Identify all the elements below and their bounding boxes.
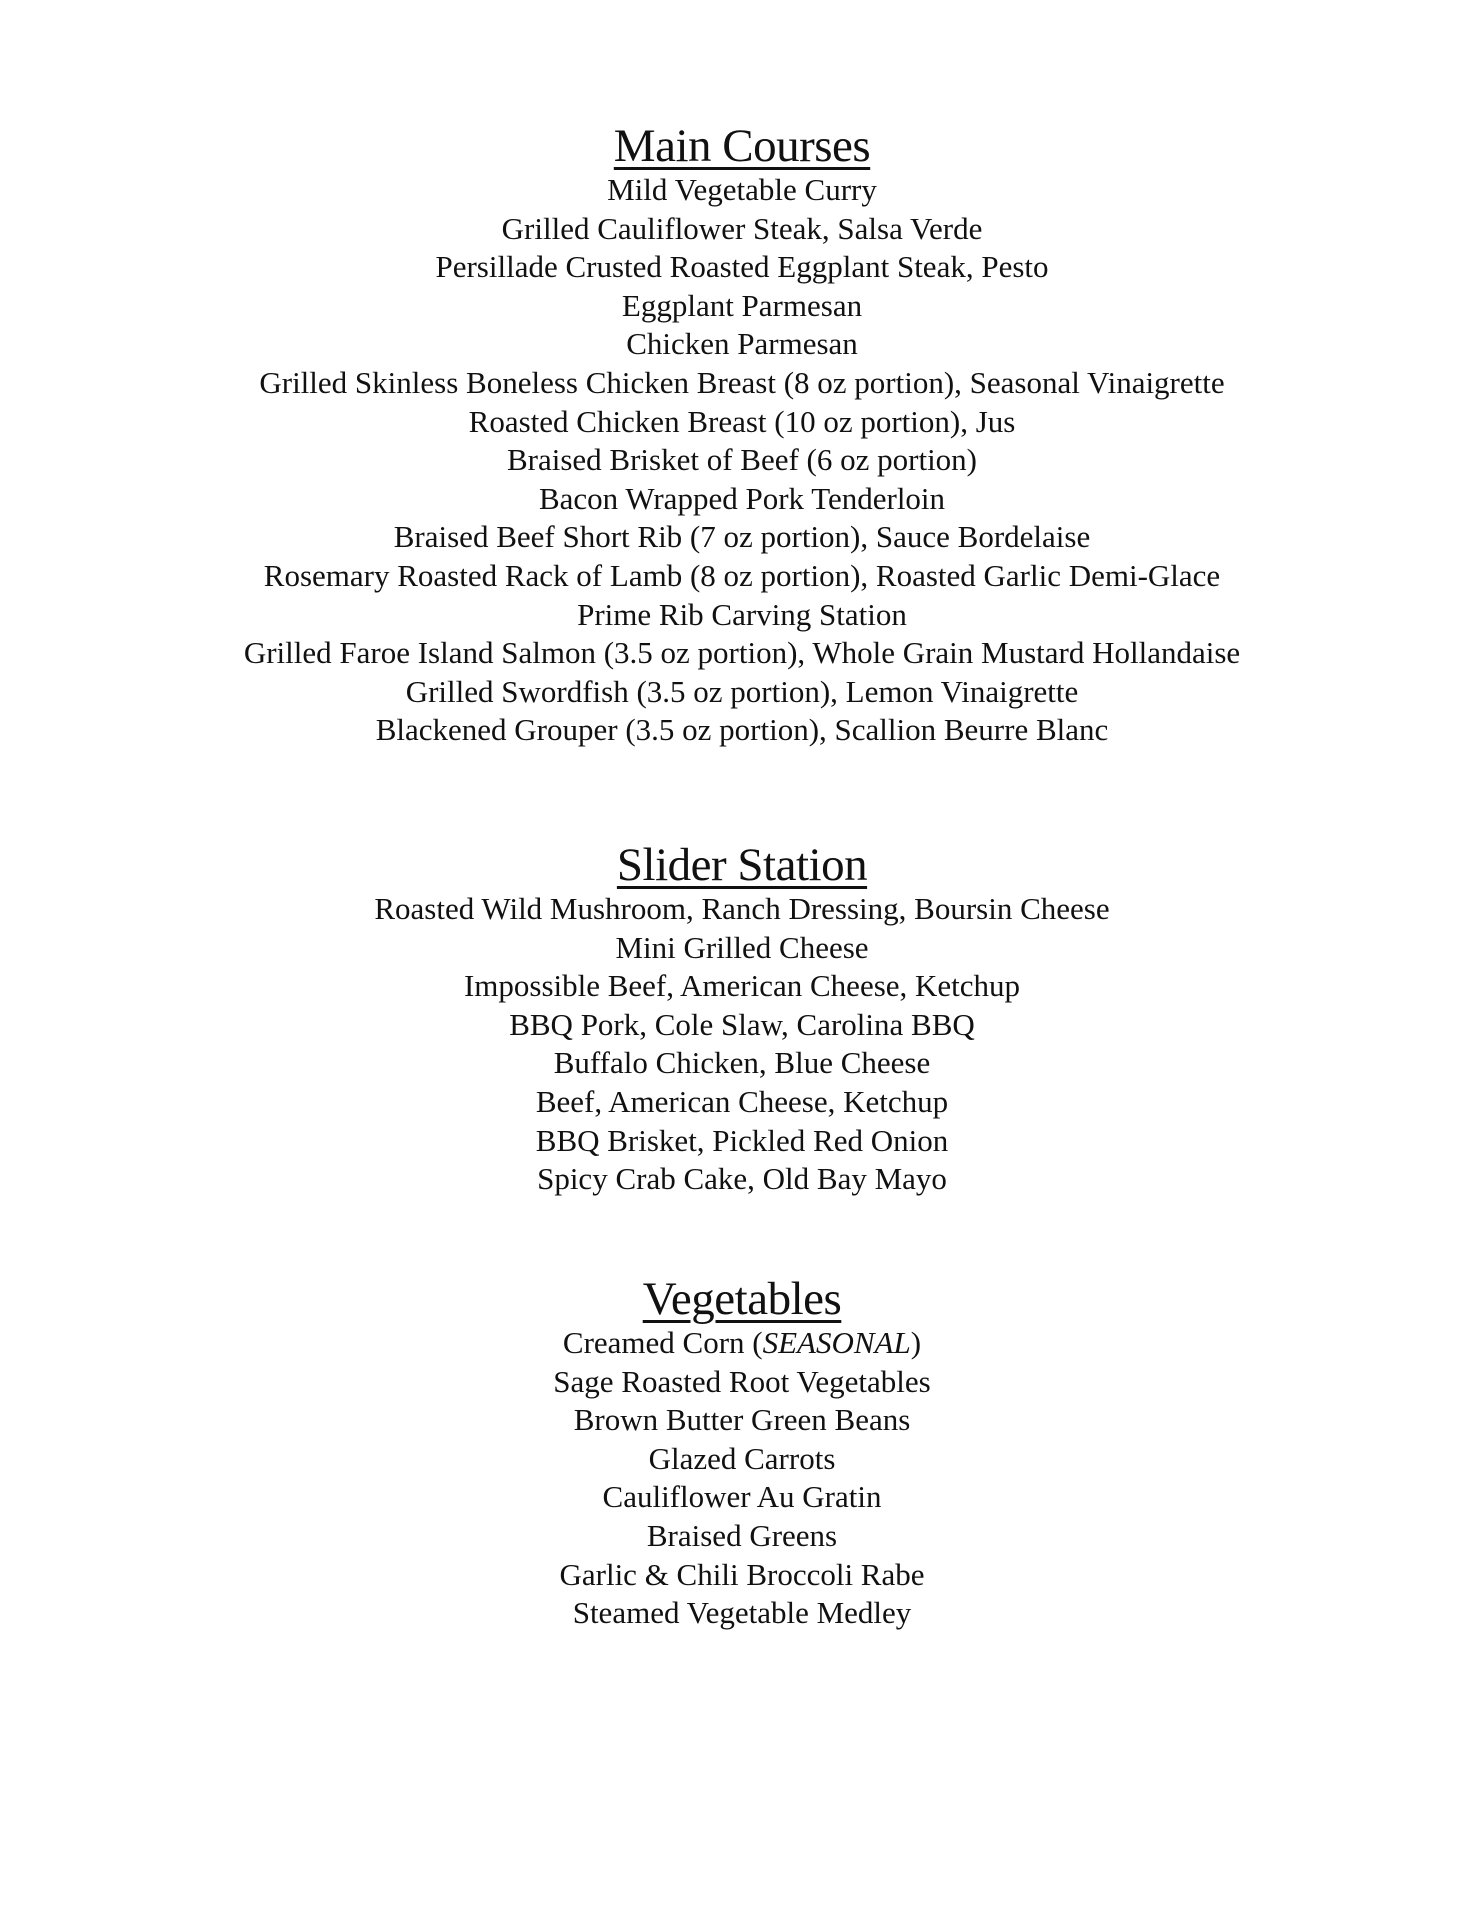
menu-item: BBQ Pork, Cole Slaw, Carolina BBQ xyxy=(509,1006,975,1042)
menu-item: Grilled Cauliflower Steak, Salsa Verde xyxy=(501,210,983,246)
slider-station-section xyxy=(0,840,1484,1199)
menu-item: Eggplant Parmesan xyxy=(621,287,863,323)
menu-item: Mild Vegetable Curry xyxy=(607,172,877,207)
slider-station-list xyxy=(0,890,1484,1199)
menu-item: Roasted Chicken Breast (10 oz portion), Jus xyxy=(468,403,1016,439)
vegetables-heading: Vegetables xyxy=(642,1273,842,1325)
menu-item: Mini Grilled Cheese xyxy=(615,929,869,965)
menu-item: Braised Greens xyxy=(646,1517,838,1553)
main-courses-heading: Main Courses xyxy=(613,120,871,172)
menu-item: Grilled Swordfish (3.5 oz portion), Lemon Vinaigrette xyxy=(405,673,1079,709)
menu-item: BBQ Brisket, Pickled Red Onion xyxy=(535,1122,949,1158)
menu-item: Blackened Grouper (3.5 oz portion), Scallion Beurre Blanc xyxy=(375,712,1109,748)
creamed-corn-prefix: Creamed Corn ( xyxy=(562,1325,763,1360)
menu-item: Prime Rib Carving Station xyxy=(577,596,907,632)
menu-item: Glazed Carrots xyxy=(648,1440,836,1476)
menu-item: Grilled Faroe Island Salmon (3.5 oz portion), Whole Grain Mustard Hollandaise xyxy=(243,635,1241,671)
menu-item: Garlic & Chili Broccoli Rabe xyxy=(559,1556,925,1592)
menu-item: Persillade Crusted Roasted Eggplant Steak, Pesto xyxy=(435,249,1049,285)
menu-item: Steamed Vegetable Medley xyxy=(572,1595,912,1631)
menu-item: Sage Roasted Root Vegetables xyxy=(553,1363,931,1399)
menu-item: Beef, American Cheese, Ketchup xyxy=(535,1083,949,1119)
seasonal-note: SEASONAL xyxy=(762,1325,911,1360)
vegetables-section xyxy=(0,1274,1484,1633)
slider-station-heading: Slider Station xyxy=(616,839,868,891)
menu-item: Brown Butter Green Beans xyxy=(573,1402,911,1438)
menu-item: Grilled Skinless Boneless Chicken Breast (8 oz portion), Seasonal Vinaigrette xyxy=(259,364,1225,400)
menu-item: Roasted Wild Mushroom, Ranch Dressing, Boursin Cheese xyxy=(374,891,1110,926)
menu-item: Bacon Wrapped Pork Tenderloin xyxy=(538,480,946,516)
menu-item: Impossible Beef, American Cheese, Ketchup xyxy=(463,968,1021,1004)
menu-item: Buffalo Chicken, Blue Cheese xyxy=(553,1045,931,1081)
menu-item: Cauliflower Au Gratin xyxy=(602,1479,882,1515)
menu-item: Braised Brisket of Beef (6 oz portion) xyxy=(506,442,978,478)
main-courses-list xyxy=(0,171,1484,750)
vegetables-list xyxy=(0,1324,1484,1633)
creamed-corn-suffix: ) xyxy=(910,1325,922,1360)
menu-item: Spicy Crab Cake, Old Bay Mayo xyxy=(537,1161,947,1197)
menu-item: Rosemary Roasted Rack of Lamb (8 oz portion), Roasted Garlic Demi-Glace xyxy=(263,557,1221,593)
menu-item: Chicken Parmesan xyxy=(626,326,858,362)
menu-item: Braised Beef Short Rib (7 oz portion), Sauce Bordelaise xyxy=(393,519,1091,555)
menu-item-creamed-corn xyxy=(0,1324,1484,1363)
main-courses-section xyxy=(0,121,1484,750)
